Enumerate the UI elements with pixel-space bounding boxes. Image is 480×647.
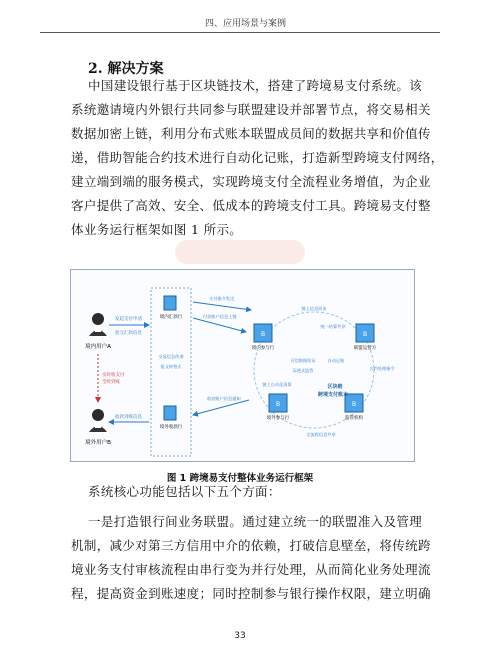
section-title: 2. 解决方案 [88,61,164,77]
paragraph-line: 体业务运行框架如图 1 所示。 [71,222,243,237]
paragraph-line: 系统邀请境内外银行共同参与联盟建设并部署节点，将交易相关 [71,102,431,117]
to-chain-1: 支付指令发送 [209,296,235,301]
ring-label-3: 可信数据验证 [290,358,316,363]
node-left-cube [254,324,272,342]
ring-label-8: 合约处理指令 [369,366,395,371]
paragraph-line: 客户提供了高效、安全、低成本的跨境支付工具。跨境易支付整 [71,198,431,213]
figure-caption: 图 1 跨境易支付整体业务运行框架 [166,473,314,484]
from-chain: 收款账户信息通知 [207,396,241,401]
svg-text:B: B [260,331,266,338]
receive-notice-label: 收款到账信息 [115,415,142,420]
page-header [40,10,440,33]
watermark [175,240,305,264]
svg-text:B: B [351,401,357,408]
user-b-avatar [89,409,107,432]
paragraph-line: 一是打造银行间业务联盟。通过建立统一的联盟准入及管理 [88,514,423,529]
paragraph-solution [71,74,444,242]
paragraph-line: 数据加密上链，利用分布式账本联盟成员间的数据共享和价值传 [71,126,431,141]
paragraph-line: 境业务支付审核流程由串行变为并行处理，从而简化业务处理流 [71,562,431,577]
paragraph-line: 中国建设银行基于区块链技术，搭建了跨境易支付系统。该 [88,78,423,93]
paragraph-intro [88,480,418,504]
red-note-1: 实时收支付 [102,373,125,378]
bank-b-label: 境外收款行 [159,425,183,430]
ring-label-4: 自动记账 [327,358,345,363]
bank-a-info2: 报文转格式 [160,364,182,369]
red-note-2: 全时到账 [102,380,120,385]
send-request-label: 发起支付申请 [115,317,142,322]
user-b-label: 境外用户B [85,440,111,446]
paragraph-first-function [71,510,431,606]
node-bottom-left-cube [269,394,287,412]
center-label-2: 跨境支付账本 [317,392,349,398]
svg-text:B: B [362,331,368,338]
user-a-label: 境内用户A [85,344,111,350]
paragraph-line: 程，提高资金到账速度；同时控制参与银行操作权限，建立明确 [71,586,431,601]
paragraph-line: 建立端到端的服务模式，实现跨境支付全流程业务增值，为企业 [71,174,431,189]
node-bottom-right-label: 监管机构 [345,416,363,421]
node-left-label: 境内参与行 [251,346,275,351]
ring-label-7: 链上自动化清算 [262,382,292,387]
ring-label-1: 链上信息同步 [301,306,327,311]
paragraph-line: 系统核心功能包括以下五个方面： [88,484,281,499]
svg-text:B: B [275,401,281,408]
paragraph-line: 递，借助智能合约技术进行自动化记账，打造新型跨境支付网络， [71,150,444,165]
paragraph-line: 机制，减少对第三方信用中介的依赖，打破信息壁垒，将传统跨 [71,538,431,553]
ring-label-6: 全流程信息共享 [306,432,336,437]
bank-a-info: 交易信息传递 [158,354,184,359]
node-bottom-left-label: 境外参与行 [266,416,290,421]
framework-svg [71,270,414,461]
bank-a-label: 境内汇款行 [159,315,183,320]
page-number: 33 [234,631,246,641]
center-label-1: 区块链 [327,384,343,390]
ring-label-5: 穿透式监管 [292,368,314,373]
header-section-title: 四、应用场景与案例 [204,19,286,29]
figure-framework-diagram [70,269,415,462]
node-right-cube [356,324,374,342]
ring-label-2: 统一结算共享 [320,324,346,329]
verify-info-label: 验交汇款信息 [115,331,142,336]
user-a-avatar [89,313,107,336]
node-right-label: 联盟运营方 [353,346,377,351]
to-chain-2: 付款账户信息上链 [203,314,237,319]
